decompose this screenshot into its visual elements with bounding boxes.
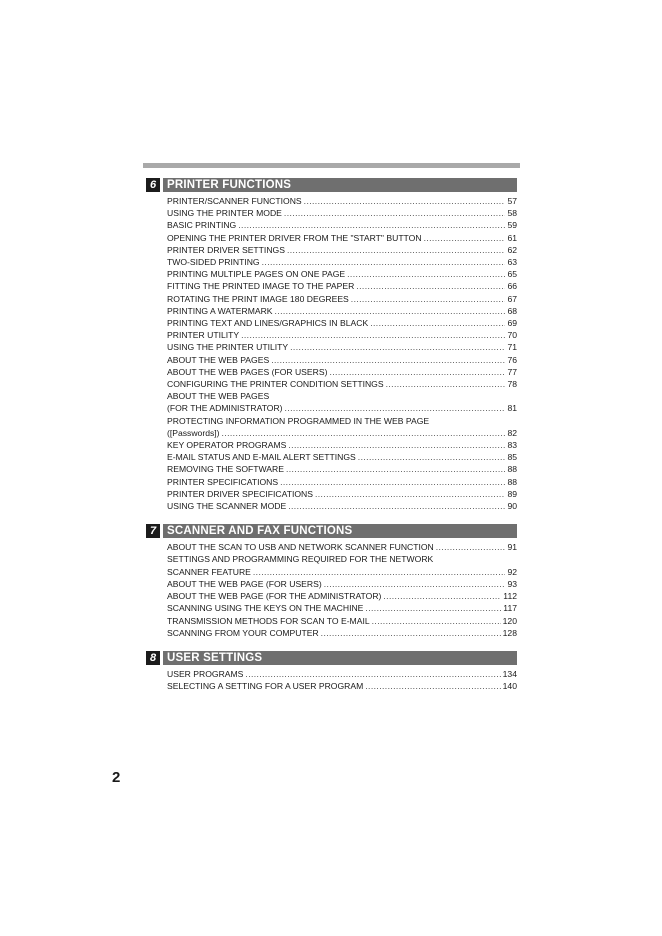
toc-entry-title: REMOVING THE SOFTWARE (167, 464, 284, 475)
dot-leader (280, 476, 505, 488)
chapter-title: SCANNER AND FAX FUNCTIONS (163, 524, 517, 538)
toc-entry-line (167, 488, 517, 500)
dot-leader (287, 244, 506, 256)
toc-entry-page-number: 120 (502, 615, 517, 626)
toc-entry-title: SCANNER FEATURE (167, 566, 251, 577)
dot-leader (304, 195, 506, 207)
toc-entry-page-number: 81 (507, 403, 517, 414)
chapter-number: 8 (146, 651, 160, 665)
dot-leader (424, 232, 506, 244)
toc-entry[interactable] (167, 500, 517, 512)
dot-leader (286, 463, 505, 475)
toc-entry-page-number: 82 (507, 427, 517, 438)
dot-leader (288, 500, 505, 512)
toc-entry-page-number: 76 (507, 354, 517, 365)
dot-leader (372, 615, 501, 627)
toc-entry[interactable] (167, 451, 517, 463)
toc-entry-line (167, 427, 517, 439)
toc-entry[interactable] (167, 293, 517, 305)
toc-entry-line (167, 317, 517, 329)
toc-entry-title: PRINTING MULTIPLE PAGES ON ONE PAGE (167, 269, 346, 280)
toc-entry-title: E-MAIL STATUS AND E-MAIL ALERT SETTINGS (167, 452, 356, 463)
toc-entry[interactable] (167, 195, 517, 207)
toc-entry[interactable] (167, 627, 517, 639)
dot-leader (275, 305, 506, 317)
toc-entry-page-number: 88 (507, 476, 517, 487)
toc-entry-title: ABOUT THE WEB PAGE (FOR USERS) (167, 578, 322, 589)
dot-leader (383, 590, 501, 602)
toc-entry-page-number: 69 (507, 318, 517, 329)
toc-entry-line (167, 602, 517, 614)
toc-entry-line (167, 354, 517, 366)
toc-entry[interactable] (167, 615, 517, 627)
toc-entry-title: TRANSMISSION METHODS FOR SCAN TO E-MAIL (167, 615, 370, 626)
toc-entry-title-line: SETTINGS AND PROGRAMMING REQUIRED FOR THE NETWORK (167, 554, 434, 565)
toc-entry-page-number: 67 (507, 293, 517, 304)
toc-entry-title: PRINTER/SCANNER FUNCTIONS (167, 196, 302, 206)
toc-entry-title: PRINTING A WATERMARK (167, 305, 273, 316)
dot-leader (288, 439, 505, 451)
toc-entry[interactable] (167, 305, 517, 317)
toc-entry[interactable] (167, 463, 517, 475)
toc-entry[interactable] (167, 317, 517, 329)
toc-entry-page-number: 71 (507, 342, 517, 353)
dot-leader (324, 578, 506, 590)
dot-leader (245, 668, 500, 680)
toc-entry-page-number: 68 (507, 305, 517, 316)
toc-entry-line (167, 366, 517, 378)
table-of-contents (146, 178, 517, 704)
toc-entry-page-number: 112 (503, 591, 517, 602)
dot-leader (253, 566, 506, 578)
toc-entry-line (167, 476, 517, 488)
toc-entry-title: BASIC PRINTING (167, 220, 237, 231)
toc-entry-title: PRINTER DRIVER SPECIFICATIONS (167, 488, 313, 499)
toc-entry[interactable] (167, 578, 517, 590)
toc-entry-page-number: 88 (507, 464, 517, 475)
toc-entry-line (167, 439, 517, 451)
toc-entry-title: USING THE PRINTER UTILITY (167, 342, 289, 353)
toc-entry-page-number: 59 (507, 220, 517, 231)
toc-entry[interactable] (167, 439, 517, 451)
toc-entry-page-number: 78 (507, 379, 517, 390)
toc-entry-title: ABOUT THE WEB PAGES (167, 354, 270, 365)
toc-entry-line (167, 378, 517, 390)
toc-entry-title: ABOUT THE WEB PAGES (FOR USERS) (167, 366, 328, 377)
toc-entry-title: USING THE PRINTER MODE (167, 208, 282, 219)
toc-entry-title: PRINTER DRIVER SETTINGS (167, 244, 285, 255)
toc-entry-list (167, 541, 517, 639)
toc-entry[interactable] (167, 207, 517, 219)
dot-leader (222, 427, 506, 439)
toc-entry-page-number: 58 (507, 208, 517, 219)
toc-entry-page-number: 62 (507, 244, 517, 255)
toc-entry-title: FITTING THE PRINTED IMAGE TO THE PAPER (167, 281, 355, 292)
toc-entry-list (167, 668, 517, 692)
toc-entry-list (167, 195, 517, 512)
toc-entry-line (167, 232, 517, 244)
toc-entry[interactable] (167, 590, 517, 602)
toc-entry[interactable] (167, 329, 517, 341)
toc-entry-line (167, 566, 517, 578)
chapter-number: 7 (146, 524, 160, 538)
toc-entry[interactable] (167, 341, 517, 353)
toc-entry-title: ABOUT THE SCAN TO USB AND NETWORK SCANNER FUNCTION (167, 542, 434, 553)
toc-entry-page-number: 89 (507, 488, 517, 499)
chapter-number: 6 (146, 178, 160, 192)
toc-entry-title-line: PROTECTING INFORMATION PROGRAMMED IN THE WEB PAGE (167, 415, 430, 426)
toc-entry-line (167, 293, 517, 305)
toc-entry[interactable] (167, 244, 517, 256)
top-divider-rule (143, 163, 520, 168)
toc-entry-title: ([Passwords]) (167, 427, 220, 438)
toc-entry-line (167, 500, 517, 512)
toc-entry-title: PRINTING TEXT AND LINES/GRAPHICS IN BLACK (167, 318, 369, 329)
toc-entry-title: (FOR THE ADMINISTRATOR) (167, 403, 283, 414)
toc-entry-title: SCANNING USING THE KEYS ON THE MACHINE (167, 603, 364, 614)
toc-entry-page-number: 91 (507, 542, 517, 553)
chapter-header (146, 651, 517, 665)
toc-entry-line (167, 329, 517, 341)
toc-entry-title: PRINTER UTILITY (167, 330, 240, 341)
toc-entry-page-number: 92 (507, 566, 517, 577)
toc-entry-page-number: 61 (507, 232, 517, 243)
toc-entry-line (167, 268, 517, 280)
toc-entry-title: TWO-SIDED PRINTING (167, 257, 260, 268)
toc-entry-line (167, 305, 517, 317)
toc-entry-line (167, 341, 517, 353)
dot-leader (386, 378, 506, 390)
toc-entry[interactable] (167, 541, 517, 553)
toc-entry-title: USER PROGRAMS (167, 668, 244, 679)
chapter-title: PRINTER FUNCTIONS (163, 178, 517, 192)
toc-entry-page-number: 140 (502, 681, 517, 692)
toc-entry-title: OPENING THE PRINTER DRIVER FROM THE "START" BUTTON (167, 232, 422, 243)
toc-entry-page-number: 83 (507, 440, 517, 451)
toc-entry[interactable] (167, 668, 517, 680)
toc-entry-title-line: ABOUT THE WEB PAGES (167, 391, 270, 402)
toc-entry-page-number: 117 (503, 603, 517, 614)
dot-leader (358, 451, 506, 463)
toc-entry-page-number: 93 (507, 578, 517, 589)
dot-leader (436, 541, 506, 553)
toc-entry-line (167, 590, 517, 602)
toc-entry[interactable] (167, 390, 517, 414)
toc-entry-line (167, 615, 517, 627)
toc-entry-line (167, 668, 517, 680)
chapter-section-6 (146, 178, 517, 512)
dot-leader (238, 219, 505, 231)
chapter-header (146, 524, 517, 538)
toc-entry-line (167, 541, 517, 553)
dot-leader (365, 602, 501, 614)
dot-leader (315, 488, 505, 500)
dot-leader (284, 207, 506, 219)
toc-entry-title: PRINTER SPECIFICATIONS (167, 476, 279, 487)
toc-entry[interactable] (167, 366, 517, 378)
toc-entry-page-number: 85 (507, 452, 517, 463)
toc-entry-title: ABOUT THE WEB PAGE (FOR THE ADMINISTRATOR) (167, 591, 382, 602)
toc-entry-line (167, 280, 517, 292)
page-number: 2 (112, 769, 121, 786)
toc-entry-line (167, 627, 517, 639)
chapter-header (146, 178, 517, 192)
toc-entry-line (167, 463, 517, 475)
dot-leader (290, 341, 505, 353)
toc-entry[interactable] (167, 415, 517, 439)
toc-entry-title: CONFIGURING THE PRINTER CONDITION SETTINGS (167, 379, 384, 390)
dot-leader (285, 402, 506, 414)
toc-entry-title: ROTATING THE PRINT IMAGE 180 DEGREES (167, 293, 349, 304)
toc-entry-page-number: 77 (507, 366, 517, 377)
toc-entry-page-number: 66 (507, 281, 517, 292)
toc-entry-line (167, 680, 517, 692)
toc-entry-line (167, 256, 517, 268)
toc-entry-line (167, 195, 517, 207)
dot-leader (262, 256, 506, 268)
dot-leader (351, 293, 506, 305)
chapter-title: USER SETTINGS (163, 651, 517, 665)
toc-entry[interactable] (167, 354, 517, 366)
toc-entry[interactable] (167, 232, 517, 244)
toc-entry-line (167, 244, 517, 256)
dot-leader (365, 680, 500, 692)
toc-entry-page-number: 63 (507, 257, 517, 268)
dot-leader (370, 317, 505, 329)
dot-leader (321, 627, 501, 639)
toc-entry-title: SELECTING A SETTING FOR A USER PROGRAM (167, 681, 364, 692)
toc-entry-page-number: 70 (507, 330, 517, 341)
toc-entry[interactable] (167, 680, 517, 692)
toc-entry[interactable] (167, 553, 517, 577)
toc-entry[interactable] (167, 378, 517, 390)
toc-entry-line (167, 451, 517, 463)
toc-entry[interactable] (167, 280, 517, 292)
toc-entry-title: KEY OPERATOR PROGRAMS (167, 440, 287, 451)
chapter-section-8 (146, 651, 517, 692)
toc-entry-title: SCANNING FROM YOUR COMPUTER (167, 627, 319, 638)
chapter-section-7 (146, 524, 517, 639)
toc-entry-title: USING THE SCANNER MODE (167, 501, 287, 512)
toc-entry-page-number: 128 (502, 627, 517, 638)
dot-leader (347, 268, 505, 280)
toc-entry-line (167, 219, 517, 231)
toc-entry-page-number: 65 (507, 269, 517, 280)
dot-leader (271, 354, 505, 366)
dot-leader (329, 366, 505, 378)
dot-leader (356, 280, 505, 292)
toc-entry[interactable] (167, 602, 517, 614)
toc-entry-line (167, 578, 517, 590)
toc-entry-page-number: 90 (507, 501, 517, 512)
toc-entry[interactable] (167, 219, 517, 231)
toc-entry-line (167, 207, 517, 219)
toc-entry-page-number: 134 (502, 668, 517, 679)
toc-entry[interactable] (167, 488, 517, 500)
toc-entry-page-number: 57 (507, 196, 517, 206)
dot-leader (241, 329, 505, 341)
toc-entry[interactable] (167, 476, 517, 488)
toc-entry[interactable] (167, 268, 517, 280)
toc-entry[interactable] (167, 256, 517, 268)
toc-entry-line (167, 402, 517, 414)
